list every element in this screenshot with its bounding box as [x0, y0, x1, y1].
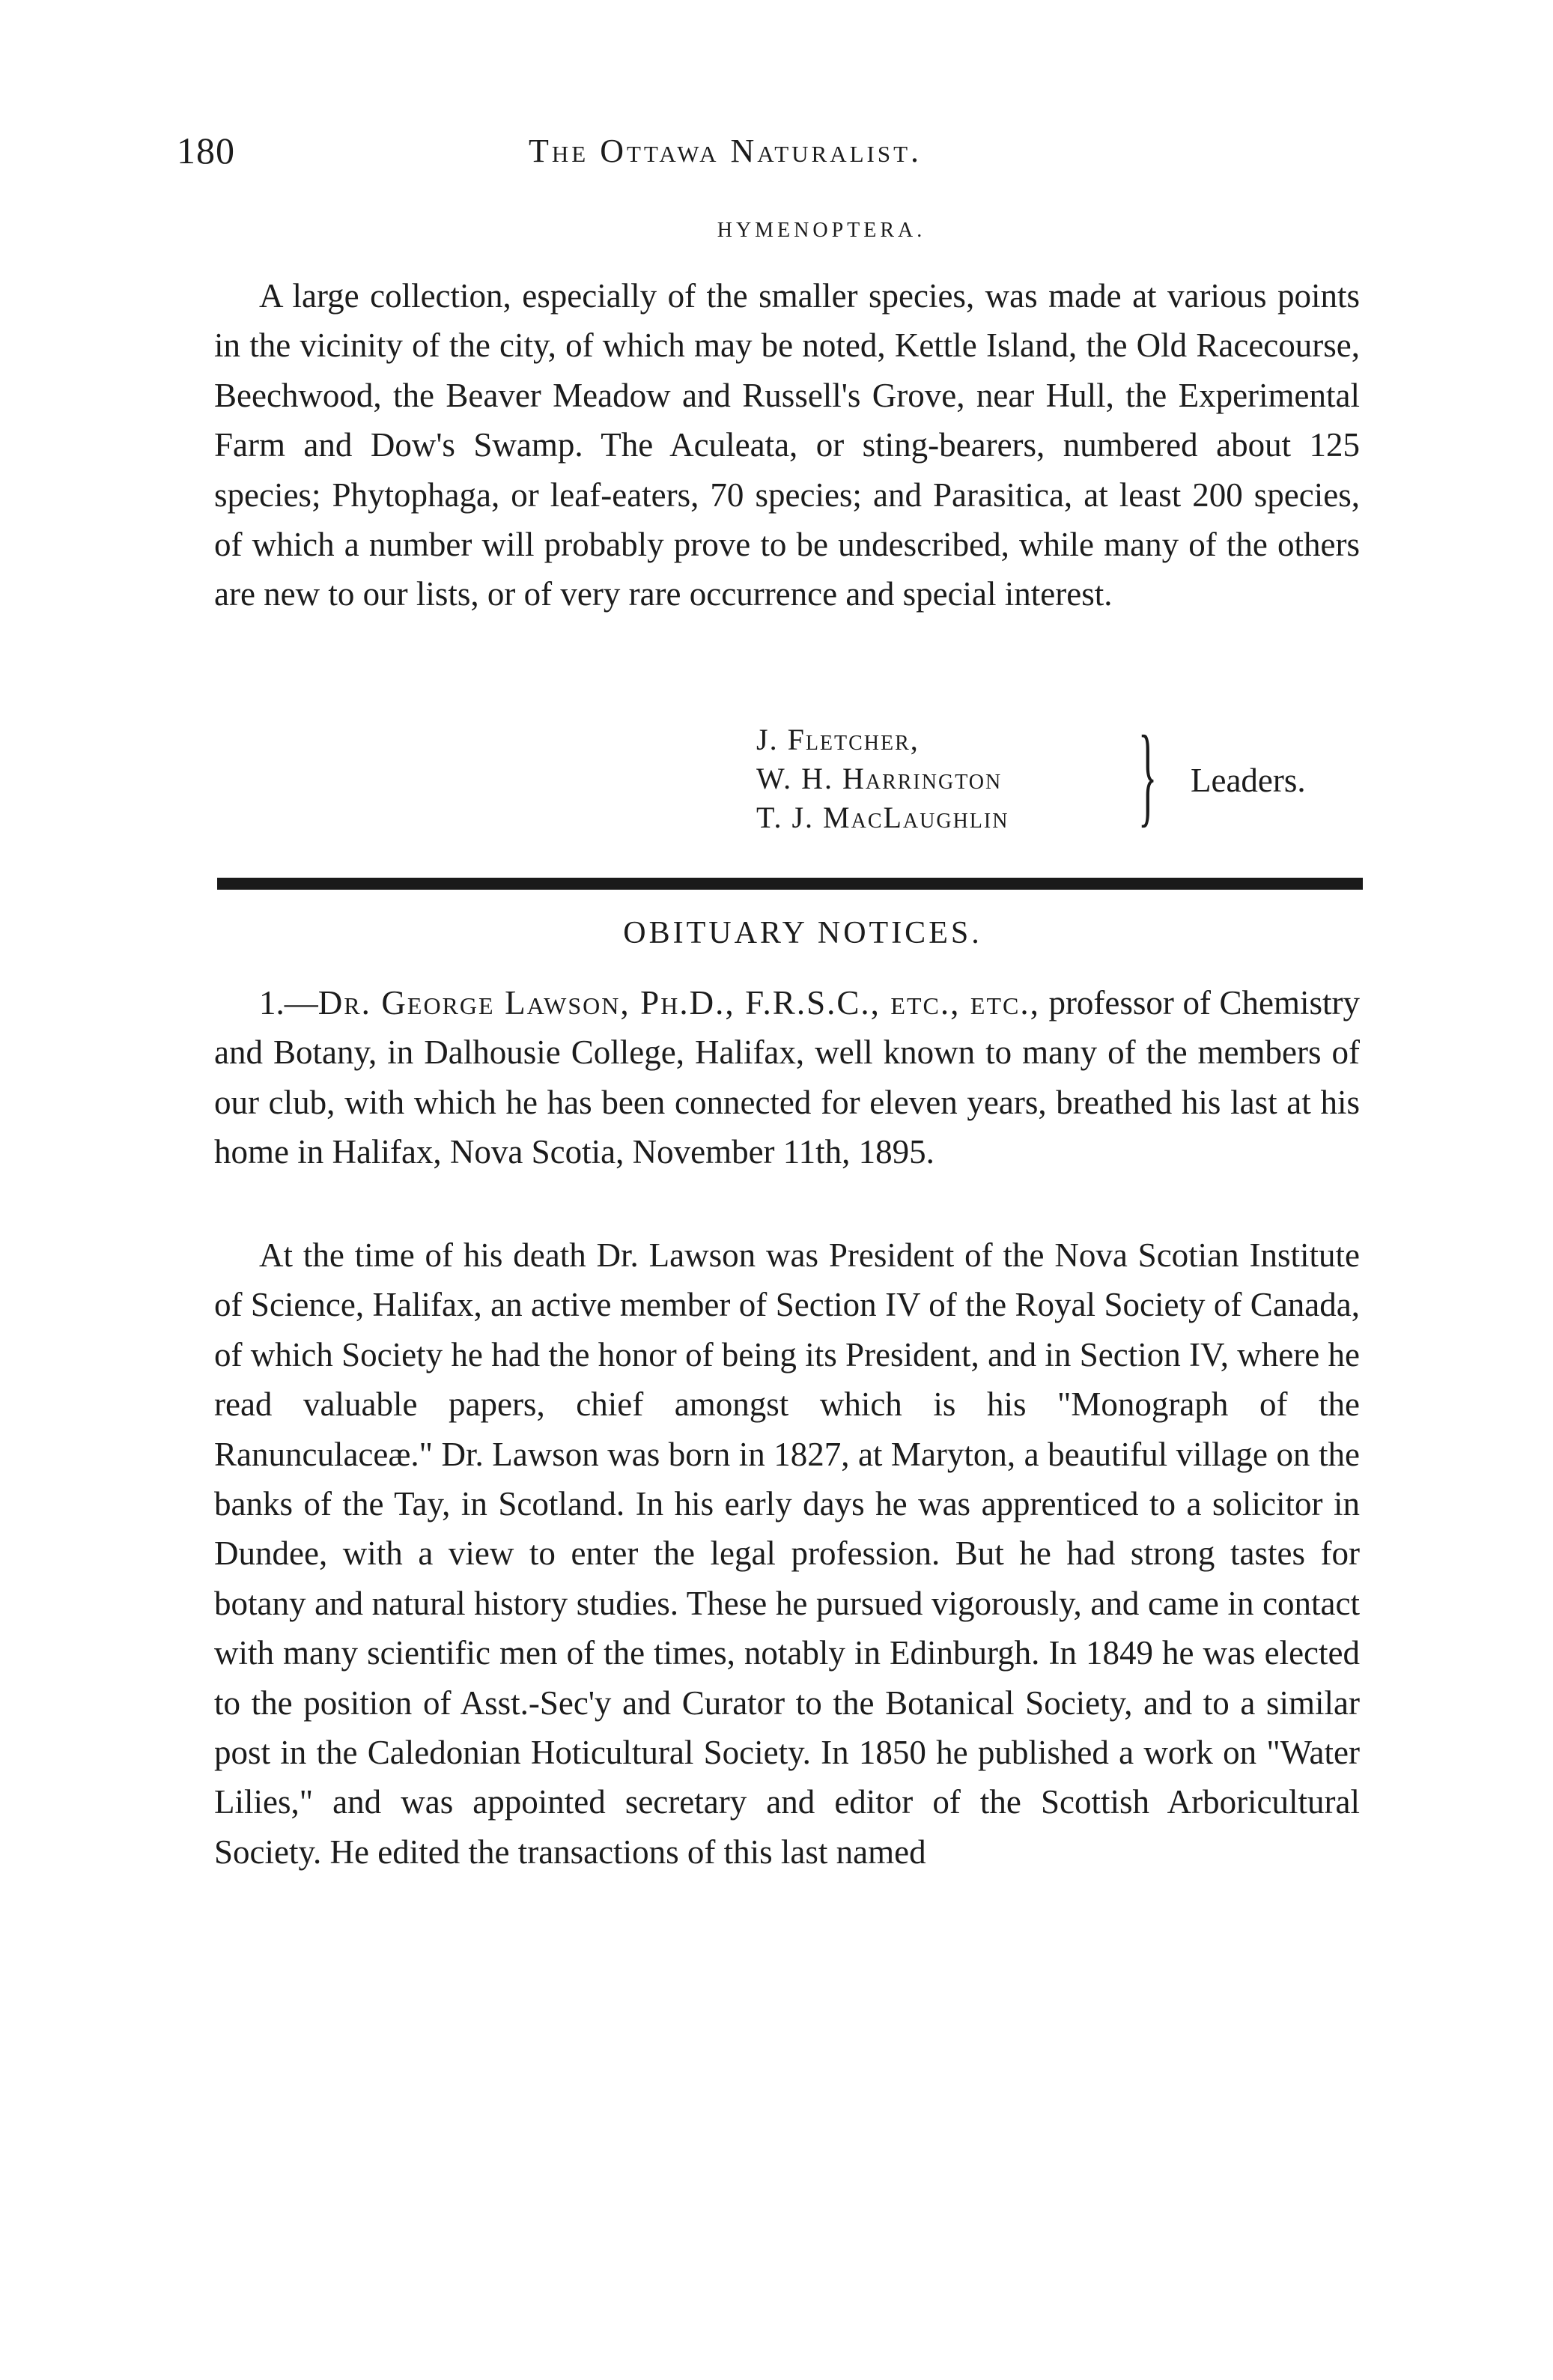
section-divider-rule: [217, 878, 1363, 890]
page-number: 180: [177, 130, 235, 171]
running-head: [177, 129, 1375, 181]
entry-number: 1.—: [259, 984, 318, 1021]
obituary-paragraph: At the time of his death Dr. Lawson was President of the Nova Scotian Institute of Science, Halifax, an active member of Section IV of the Royal Society of Canada, of which Society he had the honor of being its President, and in Section IV, where he read valuable papers, chief amongst which is his "Monograph of the Ranunculaceæ." Dr. Lawson was born in 1827, at Maryton, a beautiful village on the banks of the Tay, in Scotland. In his early days he was apprenticed to a solicitor in Dundee, with a view to enter the legal profession. But he had strong tastes for botany and natural history studies. These he pursued vigorously, and came in contact with many scientific men of the times, notably in Edinburgh. In 1849 he was elected to the position of Asst.-Sec'y and Curator to the Botanical Society, and to a similar post in the Caledonian Hoticultural Society. In 1850 he published a work on "Water Lilies," and was appointed secretary and editor of the Scottish Arboricultural Society. He edited the transactions of this last named: [214, 1236, 1360, 1871]
section-heading-hymenoptera: HYMENOPTERA.: [717, 219, 926, 242]
leader-names: [756, 720, 1009, 837]
entry-name: Dr. George Lawson, Ph.D., F.R.S.C., etc., etc.,: [317, 984, 1040, 1021]
obituary-heading: OBITUARY NOTICES.: [623, 916, 982, 950]
leaders-label: Leaders.: [1191, 762, 1306, 799]
leader-name: T. J. MacLaughlin: [756, 801, 1009, 834]
brace-glyph: }: [1138, 713, 1158, 837]
leaders-signature-block: [756, 713, 1370, 855]
hymenoptera-paragraph: A large collection, especially of the smaller species, was made at various points in the vicinity of the city, of which may be noted, Kettle Island, the Old Racecourse, Beechwood, the Beaver Meadow and Russell's Grove, near Hull, the Experimental Farm and Dow's Swamp. The Aculeata, or sting-bearers, numbered about 125 species; Phytophaga, or leaf-eaters, 70 species; and Parasitica, at least 200 species, of which a number will probably prove to be undescribed, while many of the others are new to our lists, or of very rare occurrence and special interest.: [214, 277, 1360, 613]
journal-title: The Ottawa Naturalist.: [529, 133, 923, 169]
leader-name: J. Fletcher,: [756, 723, 920, 756]
leader-name: W. H. Harrington: [756, 762, 1003, 795]
entry-text: professor of Chemistry and Botany, in Dalhousie College, Halifax, well known to many of the members of our club, with which he has been connected for eleven years, breathed his last at his home in Halifax, Nova Scotia, November 11th, 1895.: [214, 984, 1360, 1171]
obituary-entry-paragraph: [214, 978, 1360, 1177]
